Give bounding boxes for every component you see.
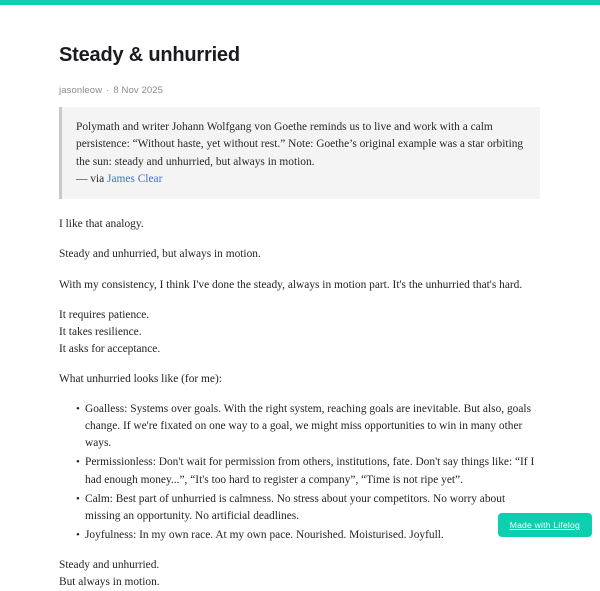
quality-line: It requires patience.: [59, 308, 150, 321]
paragraph: Steady and unhurried, but always in motion.: [59, 248, 261, 261]
quality-line: It takes resilience.: [59, 325, 142, 338]
list-item: • Calm: Best part of unhurried is calmness. No stress about your competitors. No worry about missing an opportunity. No artificial deadlines.: [78, 491, 540, 525]
page-title: Steady & unhurried: [59, 44, 240, 66]
post-body: [59, 216, 540, 591]
byline-separator: ·: [106, 85, 110, 96]
quote-block: [59, 107, 540, 199]
list-item: • Joyfulness: In my own race. At my own pace. Nourished. Moisturised. Joyfull.: [78, 527, 540, 544]
quote-text: Polymath and writer Johann Wolfgang von Goethe reminds us to live and work with a calm persistence: “Without haste, yet without rest.” Note: Goethe’s original example was a star orbiting the sun: steady and unhurried, but always in motion.: [76, 121, 524, 168]
james-clear-link[interactable]: James Clear: [107, 172, 163, 185]
paragraph: I like that analogy.: [59, 218, 144, 231]
post-content: [0, 5, 600, 591]
quote-attribution-prefix: — via: [76, 172, 108, 185]
unhurried-list: [59, 401, 540, 544]
list-item: • Permissionless: Don't wait for permission from others, institutions, fate. Don't say things like: “If I had enough money...”, “It's too hard to register a company”, “Time is not ripe yet”.: [78, 454, 540, 488]
byline-date: 8 Nov 2025: [113, 85, 164, 96]
closing-line: Steady and unhurried.: [59, 558, 160, 571]
list-intro: What unhurried looks like (for me):: [59, 372, 222, 385]
byline-author: jasonleow: [59, 85, 103, 96]
made-with-lifelog-badge[interactable]: Made with Lifelog: [498, 513, 592, 537]
post-page: [0, 5, 600, 589]
paragraph: With my consistency, I think I've done the steady, always in motion part. It's the unhurried that's hard.: [59, 278, 523, 291]
byline: [59, 85, 540, 96]
list-item: • Goalless: Systems over goals. With the right system, reaching goals are inevitable. But also, goals change. If we're fixated on one way to a goal, we might miss opportunities to win in many other ways.: [78, 401, 540, 452]
quality-line: It asks for acceptance.: [59, 342, 161, 355]
closing-line: But always in motion.: [59, 576, 160, 589]
quote-attribution: [76, 171, 524, 188]
